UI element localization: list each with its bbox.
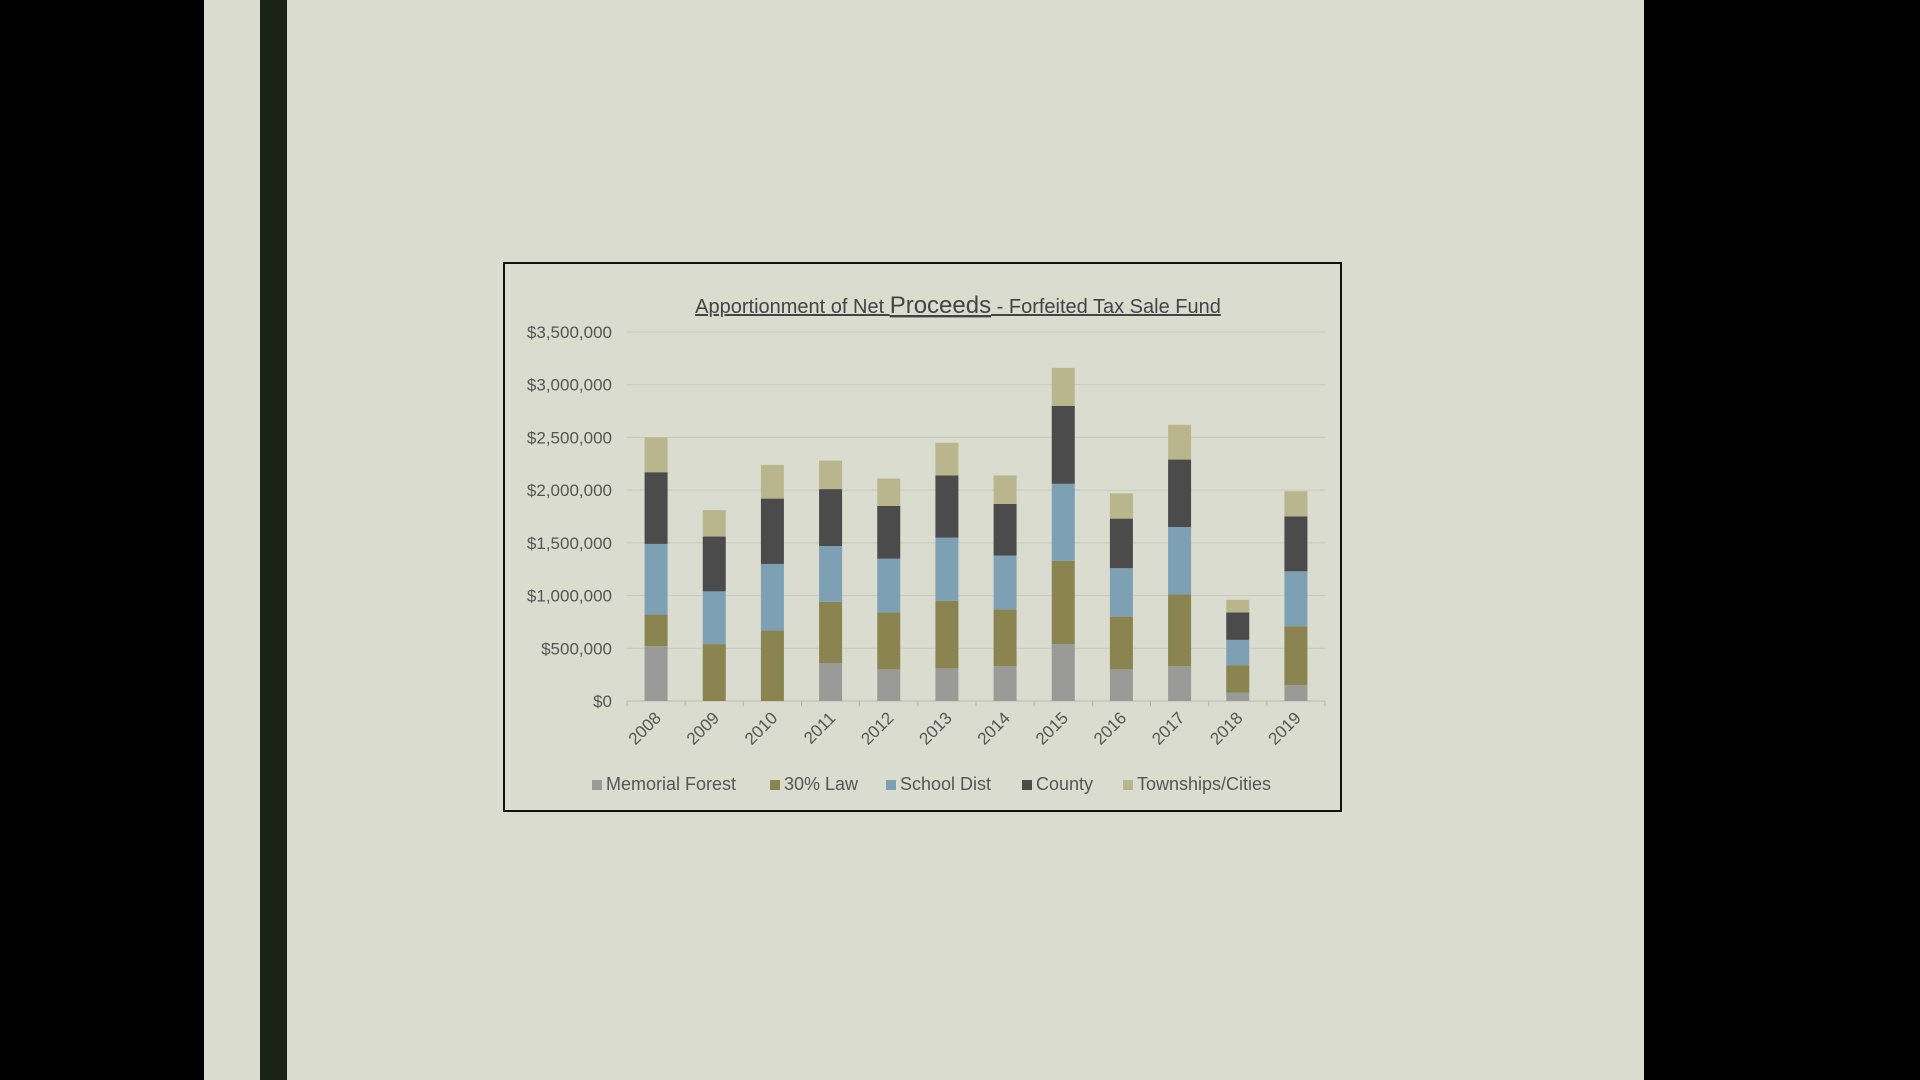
bar-segment <box>935 443 958 476</box>
bar-segment <box>994 609 1017 666</box>
bar-segment <box>1284 517 1307 572</box>
bar-segment <box>994 556 1017 610</box>
bar-segment <box>1284 571 1307 626</box>
bar-segment <box>994 666 1017 701</box>
bar-segment <box>935 538 958 601</box>
bar-segment <box>761 564 784 630</box>
chart-title-part-2: Proceeds <box>889 292 992 319</box>
bar-segment <box>761 465 784 499</box>
bar-segment <box>1168 460 1191 527</box>
bar-segment <box>703 644 726 701</box>
bar-segment <box>935 475 958 537</box>
x-tick-label: 2017 <box>1148 708 1189 749</box>
legend-label: County <box>1036 774 1094 794</box>
x-axis <box>625 701 1325 749</box>
gridlines <box>627 332 1325 701</box>
y-tick-label: $3,000,000 <box>526 375 612 395</box>
bar-segment <box>1168 595 1191 667</box>
x-tick-label: 2010 <box>741 708 782 749</box>
legend-swatch <box>592 780 602 790</box>
bar-segment <box>935 601 958 668</box>
chart-frame <box>503 262 1342 812</box>
slide <box>204 0 1644 1080</box>
x-tick-label: 2014 <box>973 708 1014 749</box>
bar-segment <box>1052 561 1075 644</box>
legend-swatch <box>886 780 896 790</box>
bar-segment <box>1226 600 1249 613</box>
x-tick-label: 2012 <box>857 708 898 749</box>
bar-segment <box>1226 612 1249 639</box>
legend-swatch <box>1022 780 1032 790</box>
x-tick-label: 2008 <box>624 708 665 749</box>
y-tick-label: $2,000,000 <box>526 481 612 501</box>
bar-segment <box>1226 640 1249 665</box>
bar-segment <box>877 559 900 613</box>
bar-segment <box>877 506 900 559</box>
bar-segment <box>1226 665 1249 692</box>
chart-title-part-3: - Forfeited Tax Sale Fund <box>991 296 1221 318</box>
bar-segment <box>703 537 726 592</box>
bar-segment <box>819 602 842 663</box>
bar-segment <box>645 472 668 544</box>
bar-segment <box>1110 519 1133 569</box>
bar-segment <box>1110 669 1133 701</box>
bar-segment <box>994 475 1017 503</box>
legend-label: Memorial Forest <box>606 774 737 794</box>
bar-segment <box>819 461 842 489</box>
bar-segment <box>645 544 668 615</box>
bar-segment <box>877 612 900 669</box>
bars <box>645 368 1308 701</box>
bar-segment <box>645 615 668 647</box>
bar-segment <box>1168 666 1191 701</box>
x-tick-label: 2018 <box>1206 708 1247 749</box>
bar-segment <box>1052 644 1075 701</box>
legend-label: Townships/Cities <box>1137 774 1272 794</box>
bar-segment <box>1284 491 1307 516</box>
bar-segment <box>761 630 784 701</box>
bar-segment <box>1226 693 1249 701</box>
y-tick-label: $2,500,000 <box>526 428 612 448</box>
y-tick-label: $1,500,000 <box>526 533 612 553</box>
x-tick-label: 2013 <box>915 708 956 749</box>
chart-title-part-1: Apportionment of Net <box>695 296 890 318</box>
bar-segment <box>1110 617 1133 670</box>
bar-segment <box>703 510 726 536</box>
bar-segment <box>645 646 668 701</box>
y-tick-label: $500,000 <box>541 639 612 659</box>
x-tick-label: 2016 <box>1090 708 1131 749</box>
y-axis <box>527 323 612 711</box>
legend-label: School Dist <box>900 774 992 794</box>
bar-segment <box>994 504 1017 556</box>
y-tick-label: $0 <box>593 692 612 711</box>
x-tick-label: 2019 <box>1264 708 1305 749</box>
bar-segment <box>877 669 900 701</box>
y-tick-label: $1,000,000 <box>526 586 612 606</box>
bar-segment <box>761 499 784 564</box>
bar-segment <box>1284 626 1307 685</box>
slide-accent-bar <box>260 0 287 1080</box>
legend-swatch <box>1123 780 1133 790</box>
bar-segment <box>703 591 726 644</box>
bar-segment <box>1052 368 1075 406</box>
bar-segment <box>1284 685 1307 701</box>
bar-segment <box>645 437 668 472</box>
legend-swatch <box>770 780 780 790</box>
x-tick-label: 2011 <box>800 708 840 748</box>
bar-segment <box>877 479 900 506</box>
x-tick-label: 2015 <box>1031 708 1073 749</box>
bar-segment <box>819 663 842 701</box>
legend <box>592 774 1271 794</box>
bar-segment <box>819 546 842 602</box>
bar-segment <box>1110 493 1133 518</box>
bar-segment <box>1168 527 1191 594</box>
y-tick-label: $3,500,000 <box>526 323 612 342</box>
bar-segment <box>1052 406 1075 484</box>
legend-label: 30% Law <box>784 774 859 794</box>
stacked-bar-chart <box>505 264 1340 810</box>
bar-segment <box>819 489 842 546</box>
bar-segment <box>935 668 958 701</box>
bar-segment <box>1052 484 1075 561</box>
bar-segment <box>1110 568 1133 616</box>
bar-segment <box>1168 425 1191 460</box>
chart-title <box>695 292 1221 319</box>
x-tick-label: 2009 <box>682 708 724 749</box>
